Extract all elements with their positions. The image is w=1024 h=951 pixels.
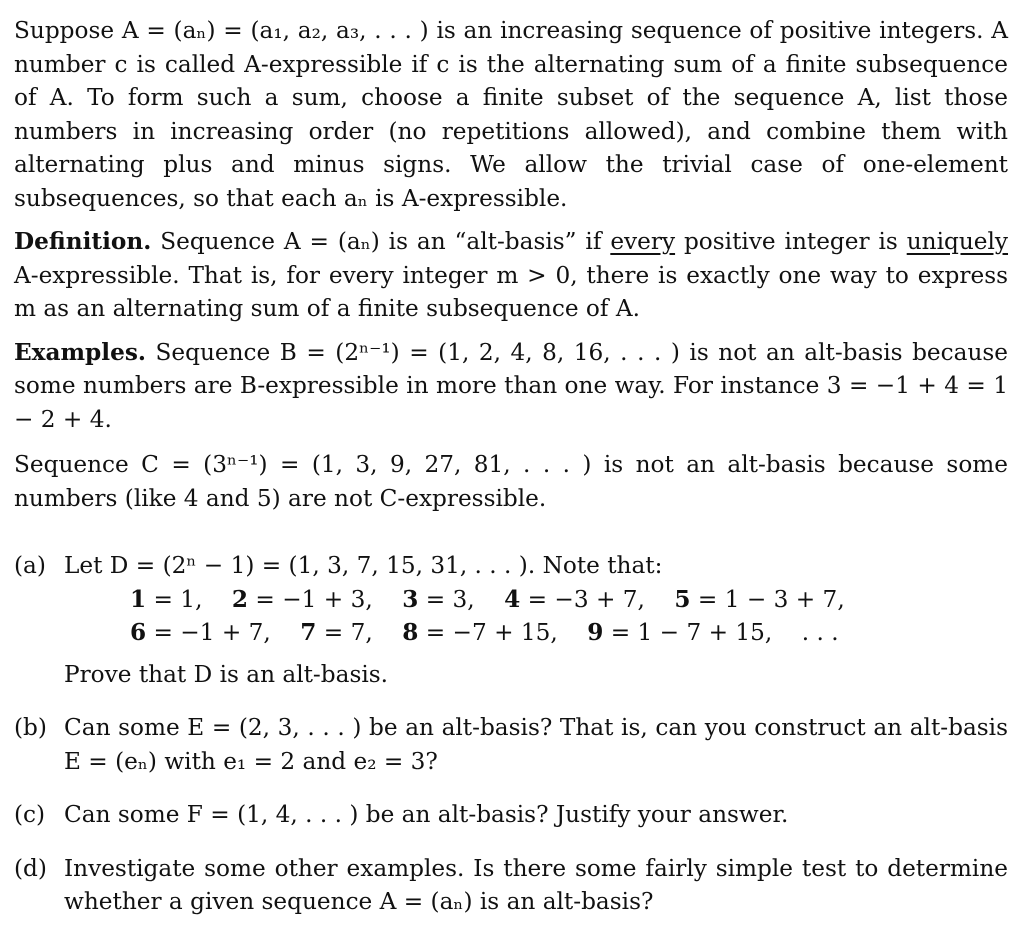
eq-expr: = −1 + 7, (146, 619, 301, 646)
examples-label: Examples. (14, 338, 146, 366)
eq-expr: = 1 − 7 + 15, . . . (603, 619, 839, 646)
definition-text-b: positive integer is (683, 228, 898, 255)
part-b-text: Can some E = (2, 3, . . . ) be an alt-basis? That is, can you construct an alt-basis E = (eₙ) with e₁ = 2 and e₂ = 3? (64, 714, 1008, 775)
eq-n: 1 (130, 585, 147, 613)
eq-n: 6 (130, 619, 147, 646)
eq-expr: = 1, (146, 585, 232, 613)
part-a-prove: Prove that D is an alt-basis. (64, 660, 389, 688)
part-a-body (64, 549, 1008, 691)
definition-emph-every: every (610, 228, 676, 255)
part-c-text: Can some F = (1, 4, . . . ) be an alt-basis? Justify your answer. (64, 801, 789, 828)
part-c (14, 798, 1008, 832)
part-c-label: (c) (14, 801, 46, 828)
eq-expr: = −1 + 3, (248, 585, 403, 613)
eq-n: 9 (587, 619, 604, 646)
eq-n: 3 (402, 585, 419, 613)
equation-row-2 (64, 616, 1008, 650)
eq-n: 8 (402, 619, 419, 646)
eq-n: 2 (231, 585, 249, 613)
eq-expr: = −3 + 7, (520, 585, 675, 613)
problem-document (14, 14, 1008, 919)
part-b-label: (b) (14, 714, 47, 741)
definition-label: Definition. (14, 228, 152, 255)
eq-n: 5 (674, 585, 691, 613)
equation-row-1 (64, 583, 1008, 617)
examples-c-paragraph: Sequence C = (3ⁿ⁻¹) = (1, 3, 9, 27, 81, . . . ) is not an alt-basis because some numbers (like 4 and 5) are not C-expressible. (14, 451, 1008, 512)
definition-emph-uniquely: uniquely (906, 228, 1009, 255)
eq-expr: = 7, (316, 619, 403, 646)
eq-n: 7 (300, 619, 317, 646)
examples-text-b: Sequence B = (2ⁿ⁻¹) = (1, 2, 4, 8, 16, . . . ) is not an alt-basis because some numbers are B-expressible in more than one way. For instance 3 = −1 + 4 = 1 − 2 + 4. (14, 338, 1009, 433)
intro-paragraph: Suppose A = (aₙ) = (a₁, a₂, a₃, . . . ) is an increasing sequence of positive integers. A number c is called A-expressible if c is the alternating sum of a finite subsequence of A. To form such a sum, choose a finite subset of the sequence A, list those numbers in increasing order (no repetitions allowed), and combine them with alternating plus and minus signs. We allow the trivial case of one-element subsequences, so that each aₙ is A-expressible. (14, 17, 1008, 212)
part-d (14, 852, 1008, 919)
eq-expr: = 1 − 3 + 7, (690, 585, 845, 613)
part-a-label: (a) (14, 552, 46, 579)
definition-paragraph (14, 225, 1008, 326)
part-d-text: Investigate some other examples. Is there some fairly simple test to determine whether a given sequence A = (aₙ) is an alt-basis? (64, 854, 1008, 915)
examples-paragraph (14, 336, 1008, 437)
definition-text-c: A-expressible. That is, for every integer m > 0, there is exactly one way to express m as an alternating sum of a finite subsequence of A. (14, 261, 1008, 322)
part-b (14, 711, 1008, 778)
eq-n: 4 (504, 585, 521, 613)
part-a (14, 549, 1008, 691)
part-d-label: (d) (14, 854, 47, 882)
eq-expr: = 3, (418, 585, 505, 613)
definition-text-a: Sequence A = (aₙ) is an “alt-basis” if (160, 228, 602, 255)
part-a-text: Let D = (2ⁿ − 1) = (1, 3, 7, 15, 31, . . . ). Note that: (64, 552, 663, 579)
eq-expr: = −7 + 15, (418, 619, 588, 646)
